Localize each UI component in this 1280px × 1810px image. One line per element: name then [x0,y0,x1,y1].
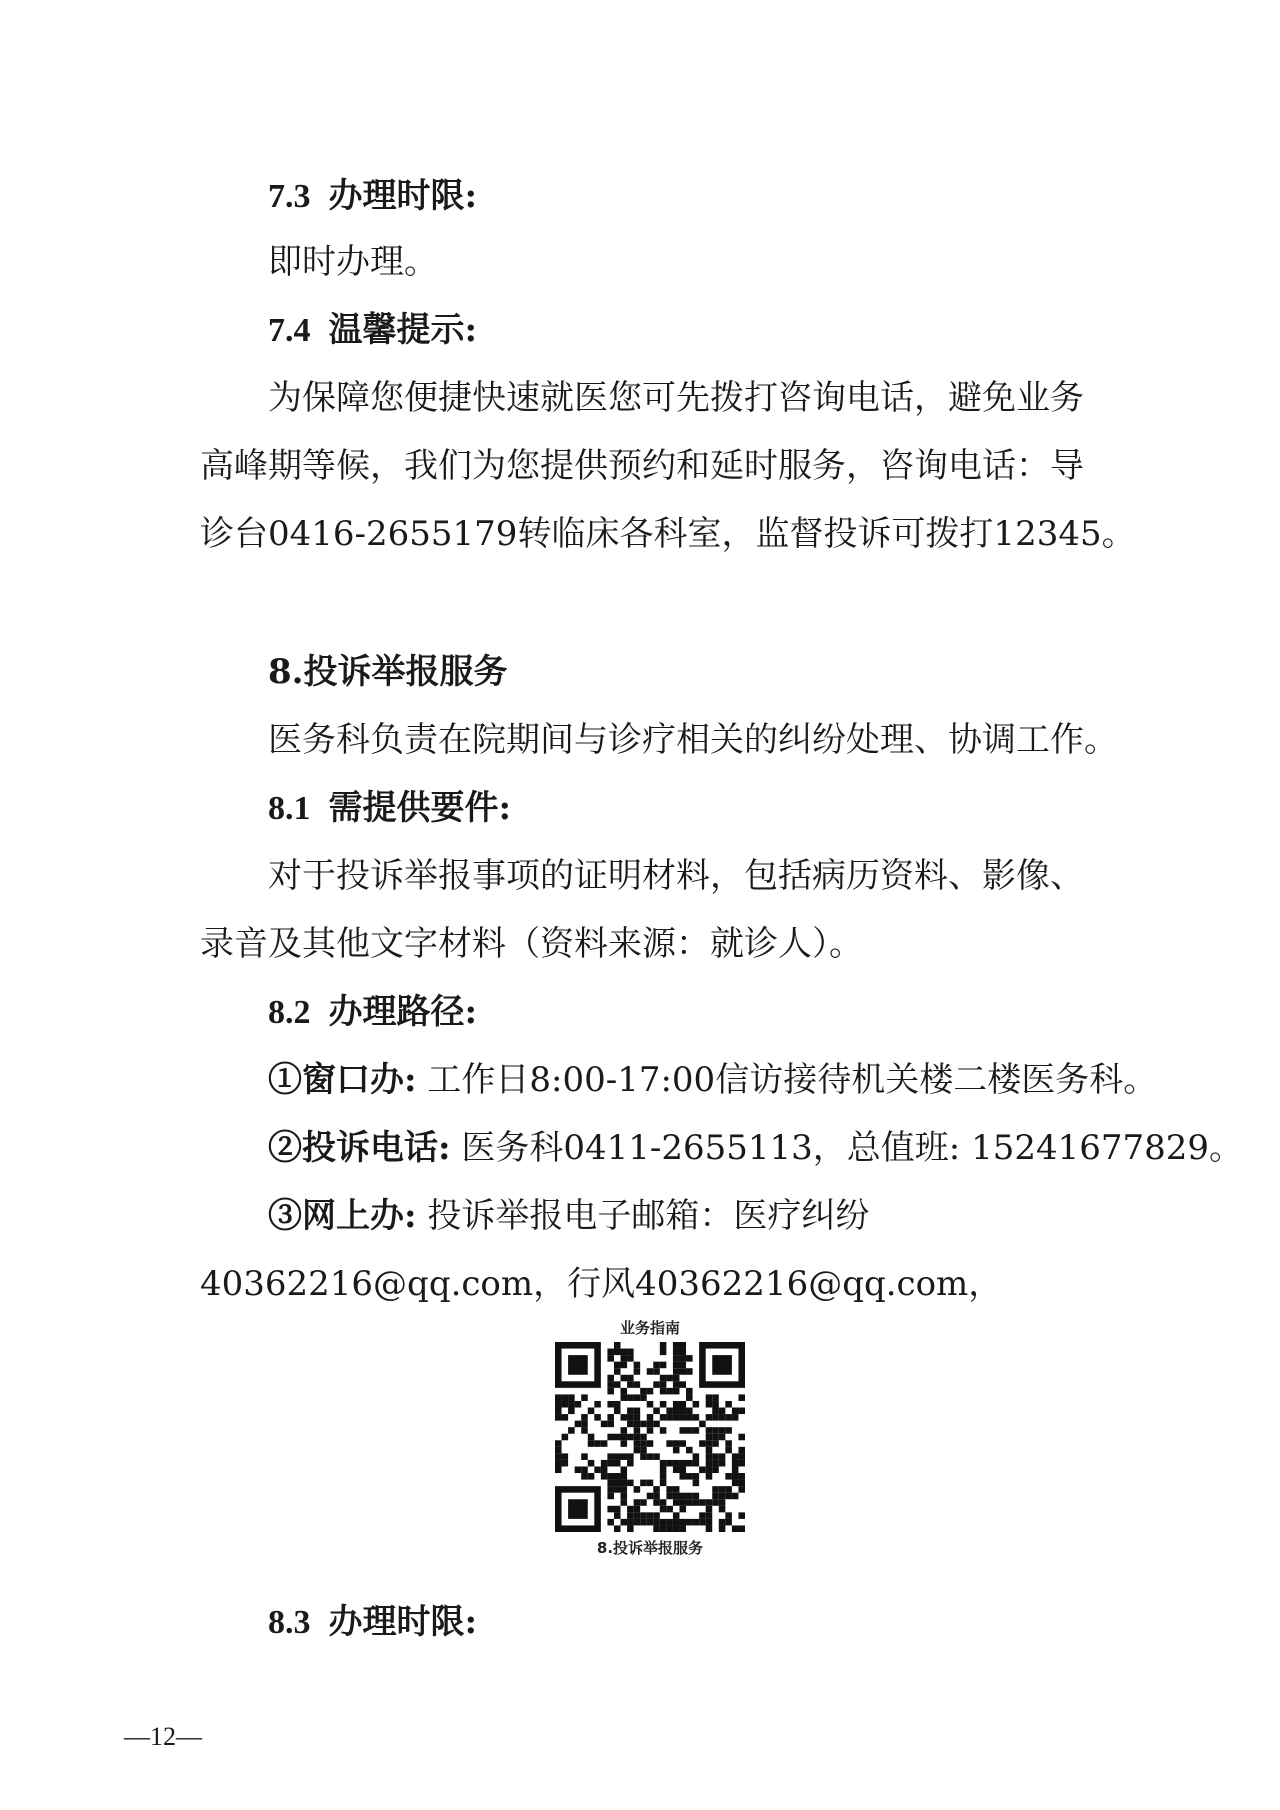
heading-7-3: 7.3 办理时限: [268,176,478,216]
heading-8-1: 8.1 需提供要件: [268,788,512,828]
list-item-phone: ②投诉电话: 医务科0411-2655113，总值班: 15241677829。 [268,1128,1244,1168]
text-7-3-body: 即时办理。 [268,242,438,282]
qr-code-block [530,1318,770,1558]
qr-caption-bottom: 8.投诉举报服务 [596,1539,704,1557]
text-8-1-line2: 录音及其他文字材料（资料来源：就诊人）。 [200,924,863,964]
heading-8-2: 8.2 办理路径: [268,992,478,1032]
text-8-body: 医务科负责在院期间与诊疗相关的纠纷处理、协调工作。 [268,720,1118,760]
text-7-4-line3: 诊台0416-2655179转临床各科室，监督投诉可拨打12345。 [200,514,1136,554]
text-8-1-line1: 对于投诉举报事项的证明材料，包括病历资料、影像、 [268,856,1084,896]
heading-7-4: 7.4 温馨提示: [268,310,478,350]
text-7-4-line2: 高峰期等候，我们为您提供预约和延时服务，咨询电话：导 [200,446,1084,486]
text-7-4-line1: 为保障您便捷快速就医您可先拨打咨询电话，避免业务 [268,378,1084,418]
list-item-window: ①窗口办: 工作日8:00-17:00信访接待机关楼二楼医务科。 [268,1060,1158,1100]
list-item-online: ③网上办: 投诉举报电子邮箱：医疗纠纷 [268,1196,870,1236]
heading-8-3: 8.3 办理时限: [268,1602,478,1642]
text-email-line: 40362216@qq.com，行风40362216@qq.com， [200,1264,1003,1304]
page-number: —12— [124,1722,202,1751]
qr-caption-top: 业务指南 [619,1319,680,1337]
heading-8: 8.投诉举报服务 [268,652,508,692]
qr-code-icon[interactable] [555,1342,745,1532]
